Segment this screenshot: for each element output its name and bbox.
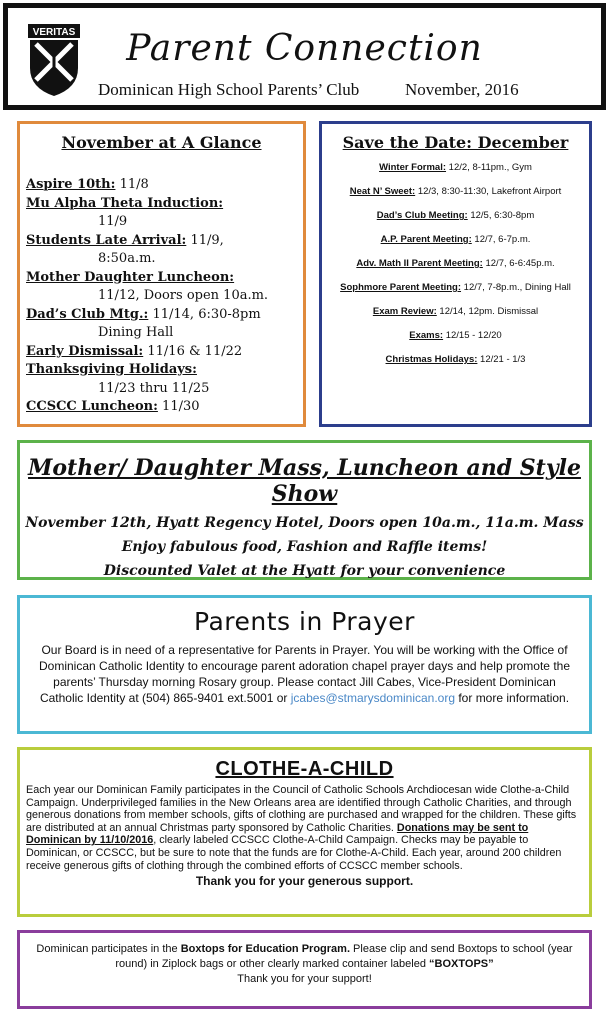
glance-item [26, 343, 301, 362]
save-date-item-value: 12/5, 6:30-8pm [470, 210, 535, 221]
glance-item-label: Mother Daughter Luncheon: [26, 269, 235, 285]
parents-in-prayer-box [17, 595, 592, 734]
save-date-item-value: 12/7, 7-8p.m., Dining Hall [463, 282, 571, 293]
glance-item-continuation: 11/12, Doors open 10a.m. [98, 288, 269, 303]
glance-item [26, 306, 301, 343]
glance-item-label: CCSCC Luncheon: [26, 399, 158, 414]
save-date-item-label: Exam Review: [372, 306, 437, 317]
save-date-title: Save the Date: December [342, 133, 569, 152]
glance-item-label: Dad’s Club Mtg.: [26, 306, 149, 322]
prayer-heading: Parents in Prayer [194, 607, 415, 636]
save-date-item [322, 306, 589, 318]
save-date-item-value: 12/21 - 1/3 [480, 354, 526, 365]
prayer-email-link[interactable]: jcabes@stmarysdominican.org [290, 691, 456, 705]
glance-item-value: 11/30 [162, 399, 200, 414]
save-date-item-label: Neat N’ Sweet: [349, 186, 416, 197]
boxtops-box [17, 930, 592, 1009]
save-date-item-label: Christmas Holidays: [385, 354, 478, 365]
clothe-thanks: Thank you for your generous support. [195, 874, 414, 889]
clothe-text: Each year our Dominican Family participates in the Council of Catholic Schools Archdiocesan wide Clothe-a-Child Campaign. Underprivileged families in the New Orleans area are identified through Catholic Charities, and through generous donations from member schools, gifts of clothing are purchased and wrapped for the children. These gifts are distributed at an annual Christmas party sponsored by Catholic Charities. [26, 784, 577, 834]
glance-item-value: 11/14, 6:30-8pm [152, 306, 261, 322]
save-date-item-label: Sophmore Parent Meeting: [340, 282, 462, 293]
mass-line-2: Enjoy fabulous food, Fashion and Raffle items! [121, 539, 488, 555]
save-date-item-label: A.P. Parent Meeting: [380, 234, 472, 245]
header-subtitle: Dominican High School Parents’ Club [98, 80, 360, 99]
glance-item [26, 361, 301, 398]
clothe-text-end: , clearly labeled CCSCC Clothe-A-Child Campaign. Checks may be payable to Dominican, or CCSCC, but be sure to note that the funds are for Clothe-A-Child. Each year, around 200 children receive generous gifts of clothing through the combined efforts of CCSCC member schools. [26, 834, 562, 872]
glance-item-value: 11/8 [119, 177, 149, 192]
save-date-item [322, 186, 589, 198]
mass-line-1: November 12th, Hyatt Regency Hotel, Doors open 10a.m., 11a.m. Mass [25, 515, 584, 531]
november-at-a-glance-box [17, 121, 306, 427]
glance-item-continuation: 11/23 thru 11/25 [98, 380, 210, 396]
glance-item-label: Thanksgiving Holidays: [26, 362, 197, 377]
boxtops-program: Boxtops for Education Program. [180, 943, 350, 955]
save-date-item [322, 330, 589, 342]
save-date-item-value: 12/3, 8:30-11:30, Lakefront Airport [417, 186, 562, 197]
glance-item-label: Mu Alpha Theta Induction: [26, 195, 224, 211]
boxtops-text: Dominican participates in the [36, 943, 181, 955]
clothe-deadline: Donations may be sent to Dominican by 11/10/2016 [26, 821, 529, 847]
clothe-heading: CLOTHE-A-CHILD [215, 758, 394, 780]
save-the-date-box [319, 121, 592, 427]
glance-title: November at A Glance [61, 133, 262, 152]
save-date-item-label: Dad’s Club Meeting: [376, 210, 468, 221]
save-date-item [322, 282, 589, 294]
glance-item-continuation: 8:50a.m. [98, 251, 156, 266]
mass-line-3: Discounted Valet at the Hyatt for your convenience [103, 563, 506, 579]
glance-item-label: Early Dismissal: [26, 343, 144, 359]
save-date-item-label: Exams: [409, 330, 444, 341]
page-title: Parent Connection [126, 28, 483, 69]
save-date-item-label: Adv. Math II Parent Meeting: [356, 258, 483, 269]
glance-list [26, 176, 301, 417]
mass-luncheon-box [17, 440, 592, 580]
save-date-item-value: 12/15 - 12/20 [445, 330, 502, 341]
save-date-item-label: Winter Formal: [379, 162, 447, 173]
save-date-list [322, 162, 589, 378]
save-date-item-value: 12/7, 6-6:45p.m. [485, 258, 555, 269]
boxtops-text-mid: Please clip and send Boxtops to school (year round) in Ziplock bags or other clearly marked container labeled [115, 943, 573, 970]
save-date-item-value: 12/14, 12pm. Dismissal [439, 306, 539, 317]
glance-item-value: 11/9, [190, 232, 224, 248]
prayer-text-end: for more information. [455, 691, 570, 705]
save-date-item [322, 258, 589, 270]
prayer-body [32, 642, 577, 706]
header-date: November, 2016 [405, 80, 519, 99]
glance-item-label: Aspire 10th: [26, 177, 116, 192]
glance-item [26, 176, 301, 195]
glance-item [26, 195, 301, 232]
newsletter-header [3, 3, 606, 110]
save-date-item-value: 12/7, 6-7p.m. [474, 234, 531, 245]
save-date-item [322, 162, 589, 174]
boxtops-label: “BOXTOPS” [429, 958, 494, 970]
glance-item [26, 269, 301, 306]
glance-item [26, 398, 301, 417]
clothe-a-child-box [17, 747, 592, 917]
glance-item-label: Students Late Arrival: [26, 232, 187, 248]
logo-text: VERITAS [32, 27, 76, 38]
glance-item-continuation: Dining Hall [98, 325, 174, 340]
prayer-text: Our Board is in need of a representative for Parents in Prayer. You will be working with the Office of Dominican Catholic Identity to encourage parent adoration chapel prayer days and help promote the parents’ Thursday morning Rosary group. Please contact Jill Cabes, Vice-President Dominican Catholic Identity at (504) 865-9401 ext.5001 or [39, 643, 570, 705]
mass-heading: Mother/ Daughter Mass, Luncheon and Style Show [28, 455, 581, 507]
boxtops-thanks: Thank you for your support! [237, 973, 372, 985]
glance-item [26, 232, 301, 269]
glance-item-continuation: 11/9 [98, 214, 128, 229]
save-date-item [322, 210, 589, 222]
glance-item-value: 11/16 & 11/22 [147, 343, 243, 359]
clothe-body [26, 784, 583, 872]
boxtops-body [20, 942, 589, 972]
save-date-item [322, 354, 589, 366]
save-date-item [322, 234, 589, 246]
save-date-item-value: 12/2, 8-11pm., Gym [448, 162, 532, 173]
